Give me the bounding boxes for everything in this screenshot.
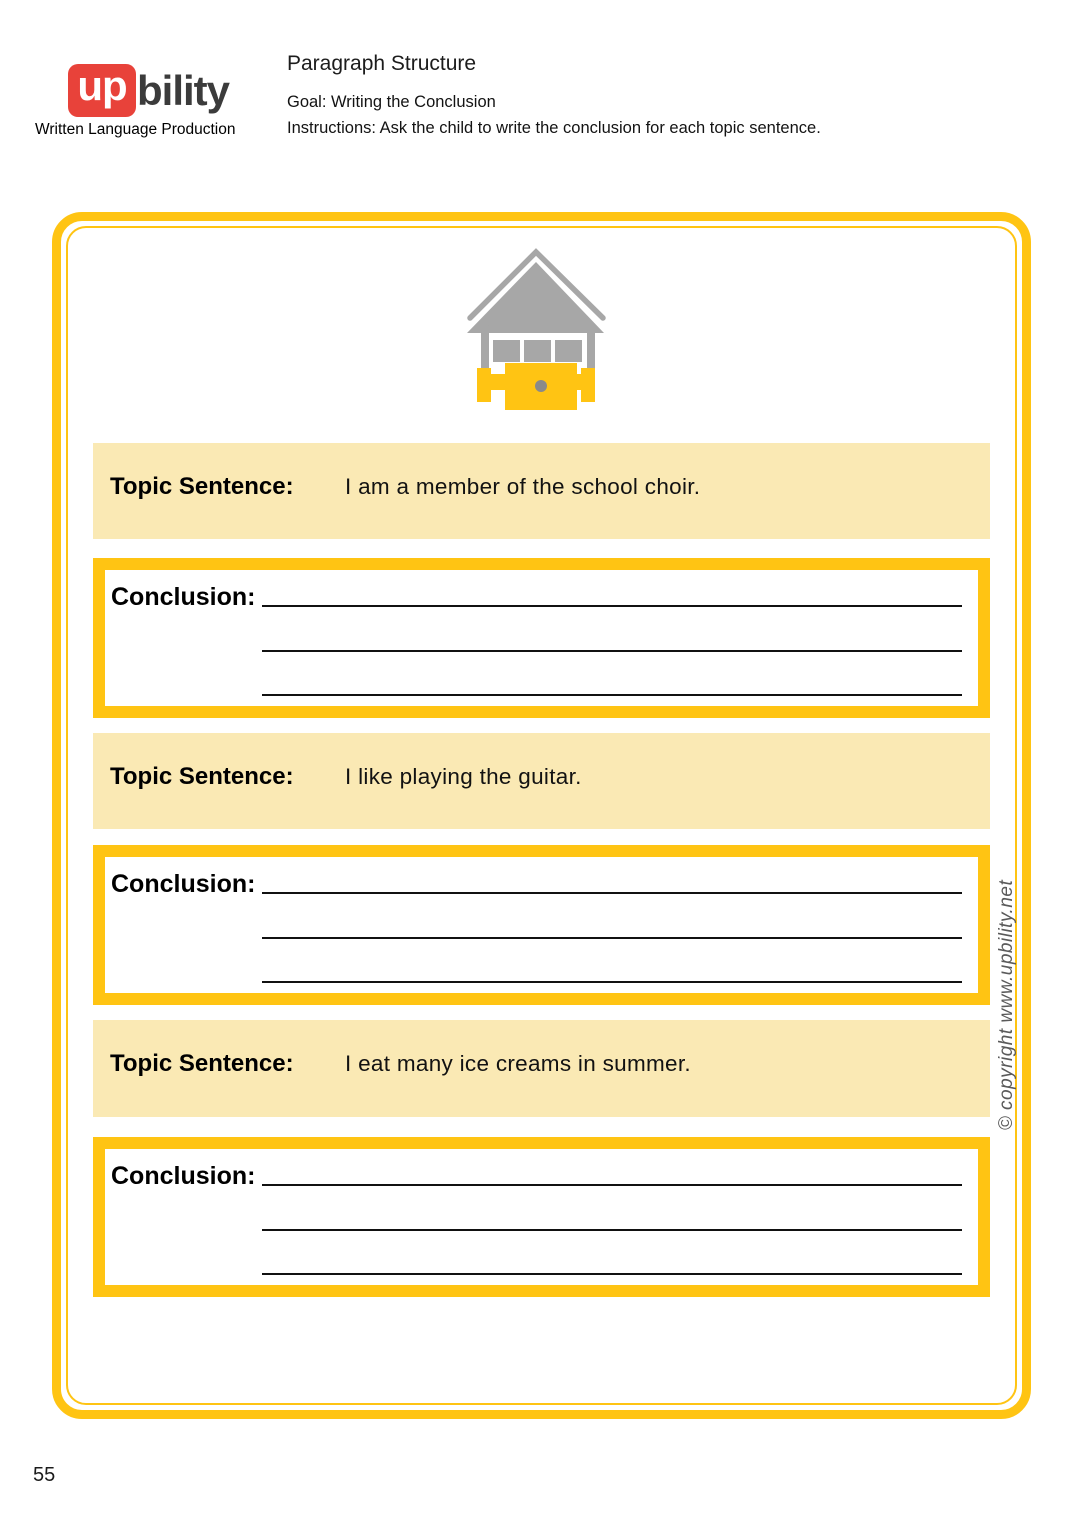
house-window	[524, 340, 551, 362]
writing-line	[262, 1229, 962, 1231]
conclusion-label: Conclusion:	[111, 870, 256, 898]
conclusion-label: Conclusion:	[111, 1162, 256, 1190]
goal-line: Goal: Writing the Conclusion	[287, 93, 496, 111]
page-title: Paragraph Structure	[287, 52, 477, 75]
conclusion-box-3	[93, 1137, 990, 1297]
house-window	[555, 340, 582, 362]
topic-sentence-band-1	[93, 443, 990, 539]
writing-line	[262, 937, 962, 939]
writing-line	[262, 694, 962, 696]
upbility-logo	[68, 61, 230, 117]
topic-sentence-text: I am a member of the school choir.	[345, 474, 701, 499]
topic-sentence-band-3	[93, 1020, 990, 1117]
topic-sentence-text: I like playing the guitar.	[345, 764, 582, 789]
instructions-line: Instructions: Ask the child to write the conclusion for each topic sentence.	[287, 119, 821, 137]
house-icon	[460, 248, 610, 410]
house-doorknob	[535, 380, 547, 392]
topic-sentence-label: Topic Sentence:	[110, 1050, 294, 1077]
writing-line	[262, 1273, 962, 1275]
topic-sentence-text: I eat many ice creams in summer.	[345, 1051, 691, 1076]
writing-line	[262, 892, 962, 894]
page-number: 55	[33, 1464, 56, 1486]
conclusion-label: Conclusion:	[111, 583, 256, 611]
writing-line	[262, 650, 962, 652]
logo-up-badge: up	[68, 64, 136, 117]
conclusion-box-2	[93, 845, 990, 1005]
topic-sentence-label: Topic Sentence:	[110, 763, 294, 790]
logo-tagline: Written Language Production	[35, 121, 236, 138]
writing-line	[262, 1184, 962, 1186]
topic-sentence-label: Topic Sentence:	[110, 473, 294, 500]
header-text-block	[287, 52, 967, 138]
house-window	[493, 340, 520, 362]
writing-line	[262, 605, 962, 607]
logo-bility-text: bility	[137, 67, 230, 114]
topic-sentence-band-2	[93, 733, 990, 829]
writing-line	[262, 981, 962, 983]
copyright-vertical-text: © copyright www.upbility.net	[996, 879, 1017, 1131]
conclusion-box-1	[93, 558, 990, 718]
